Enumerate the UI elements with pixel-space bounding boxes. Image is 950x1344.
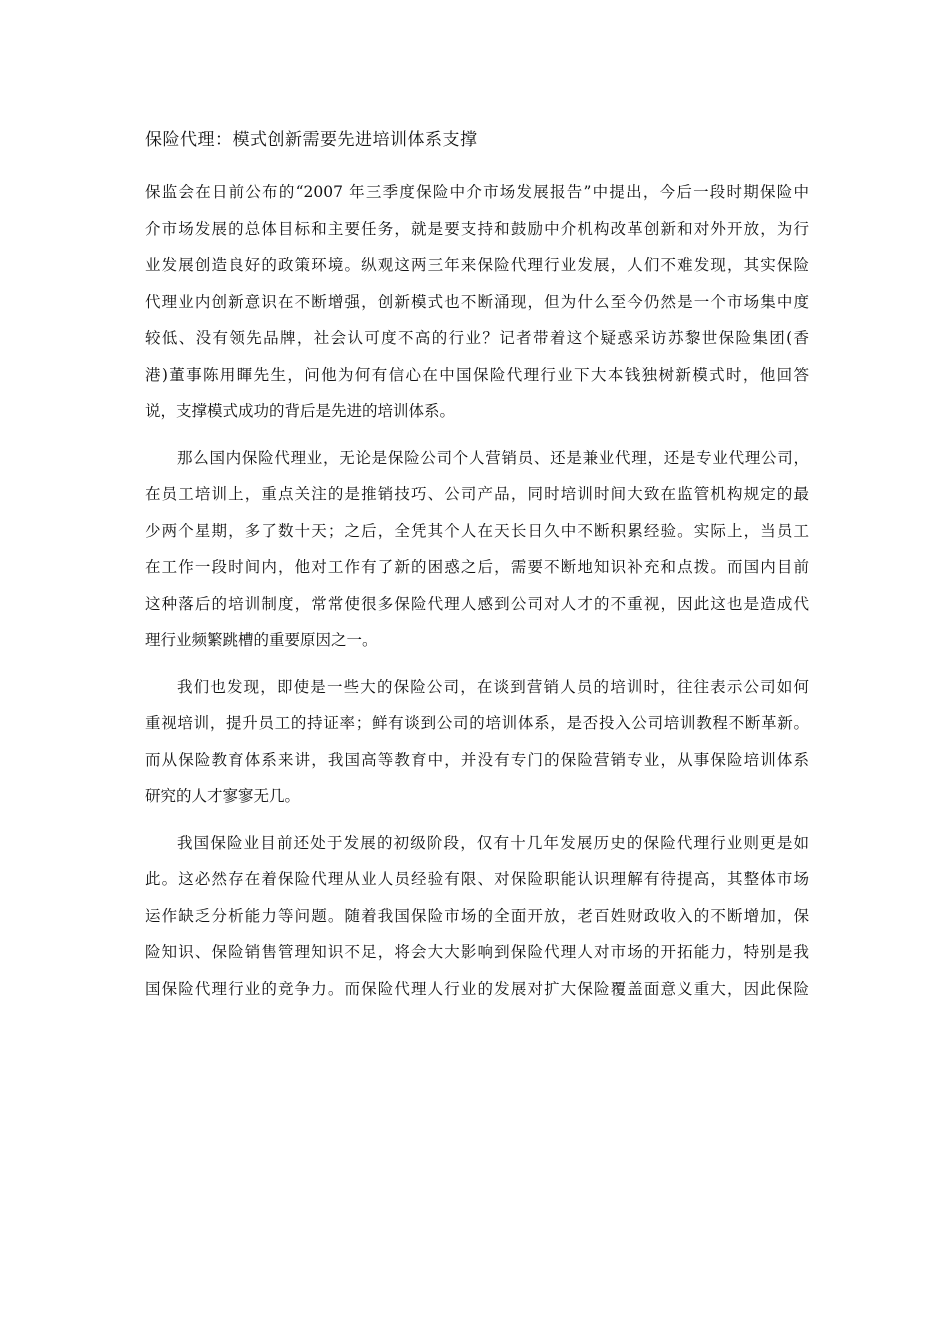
paragraph-line: 在工作一段时间内，他对工作有了新的困惑之后，需要不断地知识补充和点拨。而国内目前 bbox=[145, 558, 809, 576]
paragraph-line: 介市场发展的总体目标和主要任务，就是要支持和鼓励中介机构改革创新和对外开放，为行 bbox=[145, 219, 809, 238]
paragraph-line: 业发展创造良好的政策环境。纵观这两三年来保险代理行业发展，人们不难发现，其实保险 bbox=[145, 256, 809, 274]
paragraph-line: 重视培训，提升员工的持证率；鲜有谈到公司的培训体系，是否投入公司培训教程不断革新。 bbox=[145, 714, 809, 732]
paragraph-line: 运作缺乏分析能力等问题。随着我国保险市场的全面开放，老百姓财政收入的不断增加，保 bbox=[145, 906, 809, 925]
paragraph-line: 此。这必然存在着保险代理从业人员经验有限、对保险职能认识理解有待提高，其整体市场 bbox=[145, 870, 809, 888]
document-body bbox=[145, 122, 809, 1017]
paragraph-line: 那么国内保险代理业，无论是保险公司个人营销员、还是兼业代理，还是专业代理公司， bbox=[177, 448, 809, 467]
paragraph-1 bbox=[145, 174, 809, 430]
paragraph-line: 国保险代理行业的竞争力。而保险代理人行业的发展对扩大保险覆盖面意义重大，因此保险 bbox=[145, 979, 809, 998]
paragraph-line: 我们也发现，即使是一些大的保险公司，在谈到营销人员的培训时，往往表示公司如何 bbox=[177, 677, 809, 696]
paragraph-line: 研究的人才寥寥无几。 bbox=[145, 787, 301, 805]
paragraph-3 bbox=[145, 669, 809, 815]
paragraph-line: 保监会在日前公布的“2007 年三季度保险中介市场发展报告”中提出，今后一段时期保险中 bbox=[145, 183, 809, 201]
paragraph-4 bbox=[145, 825, 809, 1008]
paragraph-line: 而从保险教育体系来讲，我国高等教育中，并没有专门的保险营销专业，从事保险培训体系 bbox=[145, 750, 809, 769]
paragraph-line: 港)董事陈用睴先生，问他为何有信心在中国保险代理行业下大本钱独树新模式时，他回答 bbox=[145, 365, 809, 384]
article-title: 保险代理：模式创新需要先进培训体系支撑 bbox=[145, 130, 478, 150]
paragraph-2 bbox=[145, 440, 809, 659]
paragraph-line: 说，支撑模式成功的背后是先进的培训体系。 bbox=[145, 402, 456, 420]
paragraph-line: 这种落后的培训制度，常常使很多保险代理人感到公司对人才的不重视，因此这也是造成代 bbox=[145, 594, 809, 613]
paragraph-line: 在员工培训上，重点关注的是推销技巧、公司产品，同时培训时间大致在监管机构规定的最 bbox=[145, 485, 809, 503]
paragraph-line: 较低、没有领先品牌，社会认可度不高的行业？记者带着这个疑惑采访苏黎世保险集团(香 bbox=[145, 329, 809, 347]
paragraph-line: 险知识、保险销售管理知识不足，将会大大影响到保险代理人对市场的开拓能力，特别是我 bbox=[145, 943, 809, 961]
paragraph-line: 少两个星期，多了数十天；之后，全凭其个人在天长日久中不断积累经验。实际上，当员工 bbox=[145, 521, 809, 540]
paragraph-line: 代理业内创新意识在不断增强，创新模式也不断涌现，但为什么至今仍然是一个市场集中度 bbox=[145, 292, 809, 311]
paragraph-line: 我国保险业目前还处于发展的初级阶段，仅有十几年发展历史的保险代理行业则更是如 bbox=[177, 833, 809, 852]
paragraph-line: 理行业频繁跳槽的重要原因之一。 bbox=[145, 631, 378, 649]
